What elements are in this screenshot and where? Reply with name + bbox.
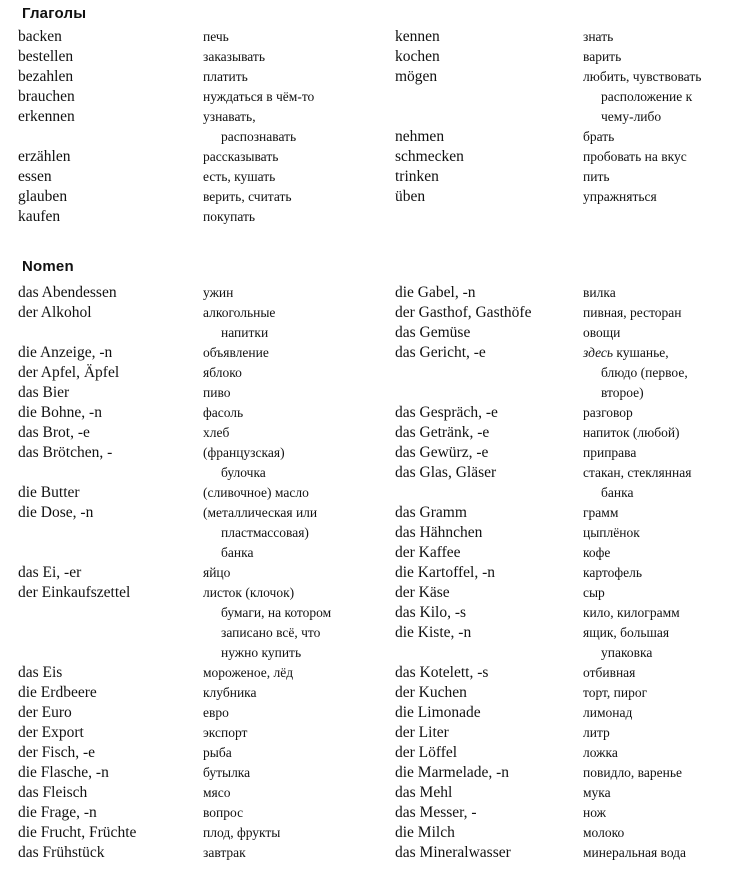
- noun-translation: торт, пирог: [583, 685, 648, 700]
- noun-word: die Dose, -n: [18, 504, 94, 521]
- noun-word: das Gewürz, -e: [395, 444, 489, 461]
- noun-translation: рыба: [203, 745, 232, 760]
- noun-translation: разговор: [583, 405, 633, 420]
- noun-translation: овощи: [583, 325, 621, 340]
- noun-translation: нож: [583, 805, 606, 820]
- noun-translation: напиток (любой): [583, 425, 680, 440]
- noun-translation: вопрос: [203, 805, 244, 820]
- noun-translation: бутылка: [203, 765, 251, 780]
- noun-word: der Export: [18, 724, 84, 741]
- noun-translation-continuation: второе): [601, 385, 644, 400]
- blank-line: [18, 323, 136, 343]
- noun-translation: яйцо: [203, 565, 231, 580]
- noun-word: das Frühstück: [18, 844, 105, 861]
- noun-word: die Kartoffel, -n: [395, 564, 495, 581]
- noun-translation-continuation: записано всё, что: [221, 625, 321, 640]
- noun-translation-continuation: упаковка: [601, 645, 653, 660]
- noun-word: die Milch: [395, 824, 455, 841]
- verb-word: trinken: [395, 168, 439, 185]
- noun-translation: алкогольные: [203, 305, 276, 320]
- blank-line: [18, 523, 136, 543]
- blank-line: [18, 603, 136, 623]
- noun-translation-continuation: банка: [601, 485, 634, 500]
- verb-word: erzählen: [18, 148, 71, 165]
- verb-translation: нуждаться в чём-то: [203, 89, 315, 104]
- noun-translation: грамм: [583, 505, 619, 520]
- noun-word: der Einkaufszettel: [18, 584, 131, 601]
- noun-word: die Gabel, -n: [395, 284, 476, 301]
- verb-word: brauchen: [18, 88, 75, 105]
- noun-translation: пиво: [203, 385, 231, 400]
- noun-word: das Getränk, -e: [395, 424, 490, 441]
- noun-word: der Apfel, Äpfel: [18, 364, 120, 381]
- noun-word: das Gericht, -e: [395, 344, 486, 361]
- noun-word: das Glas, Gläser: [395, 464, 497, 481]
- noun-translation: ложка: [583, 745, 618, 760]
- noun-translation-continuation: булочка: [221, 465, 266, 480]
- noun-translation: экспорт: [203, 725, 248, 740]
- noun-translation: листок (клочок): [203, 585, 295, 600]
- verb-word: erkennen: [18, 108, 75, 125]
- verbs-heading: Глаголы: [22, 5, 87, 22]
- noun-word: das Abendessen: [18, 284, 117, 301]
- noun-translation-text: кушанье,: [616, 345, 669, 360]
- noun-word: die Marmelade, -n: [395, 764, 510, 781]
- nouns-left-german-column: [18, 283, 136, 863]
- verb-translation: пробовать на вкус: [583, 149, 687, 164]
- noun-word: das Ei, -er: [18, 564, 82, 581]
- blank-line: [18, 643, 136, 663]
- blank-line: [395, 87, 464, 107]
- noun-word: der Käse: [395, 584, 450, 601]
- noun-translation: отбивная: [583, 665, 636, 680]
- noun-word: das Gramm: [395, 504, 467, 521]
- noun-translation: вилка: [583, 285, 616, 300]
- noun-word: die Kiste, -n: [395, 624, 472, 641]
- blank-line: [395, 363, 531, 383]
- blank-line: [18, 463, 136, 483]
- verbs-right-german-column: [395, 27, 464, 207]
- noun-translation: ящик, большая: [583, 625, 670, 640]
- noun-translation-continuation: банка: [221, 545, 254, 560]
- noun-translation: стакан, стеклянная: [583, 465, 692, 480]
- noun-word: die Anzeige, -n: [18, 344, 113, 361]
- verb-translation: верить, считать: [203, 189, 292, 204]
- blank-line: [18, 543, 136, 563]
- noun-translation: литр: [583, 725, 610, 740]
- noun-translation-continuation: нужно купить: [221, 645, 302, 660]
- noun-word: der Alkohol: [18, 304, 92, 321]
- noun-word: der Liter: [395, 724, 449, 741]
- nouns-right-german-column: [395, 283, 531, 863]
- noun-word: das Kilo, -s: [395, 604, 467, 621]
- noun-translation: (металлическая или: [203, 505, 318, 520]
- blank-line: [395, 383, 531, 403]
- noun-word: der Fisch, -e: [18, 744, 96, 761]
- noun-translation: лимонад: [583, 705, 633, 720]
- noun-word: die Erdbeere: [18, 684, 97, 701]
- noun-word: die Bohne, -n: [18, 404, 102, 421]
- noun-translation: сыр: [583, 585, 605, 600]
- noun-translation: цыплёнок: [583, 525, 640, 540]
- noun-word: der Löffel: [395, 744, 458, 761]
- noun-translation: мороженое, лёд: [203, 665, 294, 680]
- verb-translation-continuation: чему-либо: [601, 109, 662, 124]
- noun-translation: хлеб: [203, 425, 230, 440]
- verb-word: essen: [18, 168, 52, 185]
- noun-word: das Kotelett, -s: [395, 664, 489, 681]
- verb-translation: есть, кушать: [203, 169, 276, 184]
- verb-word: kochen: [395, 48, 440, 65]
- verb-translation: варить: [583, 49, 622, 64]
- noun-translation-continuation: бумаги, на котором: [221, 605, 332, 620]
- verbs-left-german-column: [18, 27, 75, 227]
- verb-word: schmecken: [395, 148, 464, 165]
- noun-translation: молоко: [583, 825, 625, 840]
- nouns-left-russian-column: [203, 283, 331, 863]
- verb-translation: заказывать: [203, 49, 265, 64]
- noun-translation: мясо: [203, 785, 231, 800]
- noun-word: die Flasche, -n: [18, 764, 109, 781]
- noun-word: das Gespräch, -e: [395, 404, 498, 421]
- verb-word: kaufen: [18, 208, 61, 225]
- noun-translation: клубника: [203, 685, 257, 700]
- noun-word: das Mineralwasser: [395, 844, 511, 861]
- blank-line: [395, 483, 531, 503]
- noun-translation: повидло, варенье: [583, 765, 682, 780]
- noun-word: das Gemüse: [395, 324, 471, 341]
- blank-line: [395, 643, 531, 663]
- verb-word: mögen: [395, 68, 438, 85]
- noun-translation: кило, килограмм: [583, 605, 680, 620]
- verb-word: bestellen: [18, 48, 74, 65]
- noun-translation: минеральная вода: [583, 845, 687, 860]
- verb-translation-continuation: распознавать: [221, 129, 297, 144]
- noun-translation: картофель: [583, 565, 643, 580]
- noun-word: die Limonade: [395, 704, 481, 721]
- noun-translation-continuation: пластмассовая): [221, 525, 309, 540]
- noun-word: das Bier: [18, 384, 70, 401]
- noun-translation-continuation: напитки: [221, 325, 269, 340]
- noun-word: das Brötchen, -: [18, 444, 113, 461]
- verb-translation: платить: [203, 69, 248, 84]
- verb-translation: пить: [583, 169, 610, 184]
- noun-word: das Eis: [18, 664, 63, 681]
- noun-word: das Messer, -: [395, 804, 477, 821]
- noun-translation: плод, фрукты: [203, 825, 281, 840]
- verb-translation: покупать: [203, 209, 256, 224]
- noun-translation: объявление: [203, 345, 269, 360]
- noun-word: das Brot, -e: [18, 424, 90, 441]
- verb-word: nehmen: [395, 128, 445, 145]
- noun-translation: приправа: [583, 445, 637, 460]
- noun-word: die Frage, -n: [18, 804, 97, 821]
- verb-translation: рассказывать: [203, 149, 279, 164]
- verb-translation: упражняться: [583, 189, 657, 204]
- noun-translation: (сливочное) масло: [203, 485, 309, 500]
- verb-translation: знать: [583, 29, 614, 44]
- noun-word: die Frucht, Früchte: [18, 824, 137, 841]
- noun-translation: (французская): [203, 445, 285, 460]
- noun-translation: яблоко: [203, 365, 242, 380]
- verb-word: glauben: [18, 188, 68, 205]
- verb-translation: брать: [583, 129, 615, 144]
- verb-word: bezahlen: [18, 68, 74, 85]
- blank-line: [395, 107, 464, 127]
- noun-word: der Gasthof, Gasthöfe: [395, 304, 532, 321]
- blank-line: [18, 127, 75, 147]
- noun-translation: мука: [583, 785, 611, 800]
- noun-translation: завтрак: [203, 845, 246, 860]
- noun-translation: [583, 343, 691, 363]
- noun-translation: пивная, ресторан: [583, 305, 682, 320]
- verb-word: üben: [395, 188, 426, 205]
- noun-word: das Mehl: [395, 784, 453, 801]
- noun-word: der Kuchen: [395, 684, 467, 701]
- nouns-right-russian-column: [583, 283, 691, 863]
- noun-translation: евро: [203, 705, 229, 720]
- verb-translation-continuation: расположение к: [601, 89, 693, 104]
- noun-word: das Fleisch: [18, 784, 88, 801]
- nouns-heading: Nomen: [22, 258, 74, 275]
- noun-word: der Euro: [18, 704, 72, 721]
- verb-translation: узнавать,: [203, 109, 256, 124]
- verb-translation: любить, чувствовать: [583, 69, 702, 84]
- verbs-right-russian-column: [583, 27, 701, 207]
- usage-note: здесь: [583, 345, 614, 360]
- noun-word: die Butter: [18, 484, 80, 501]
- noun-translation-continuation: блюдо (первое,: [601, 365, 688, 380]
- noun-word: das Hähnchen: [395, 524, 483, 541]
- verb-translation: печь: [203, 29, 229, 44]
- verb-word: backen: [18, 28, 62, 45]
- blank-line: [18, 623, 136, 643]
- noun-word: der Kaffee: [395, 544, 461, 561]
- noun-translation: ужин: [203, 285, 234, 300]
- noun-translation: фасоль: [203, 405, 244, 420]
- noun-translation: кофе: [583, 545, 611, 560]
- verbs-left-russian-column: [203, 27, 314, 227]
- verb-word: kennen: [395, 28, 440, 45]
